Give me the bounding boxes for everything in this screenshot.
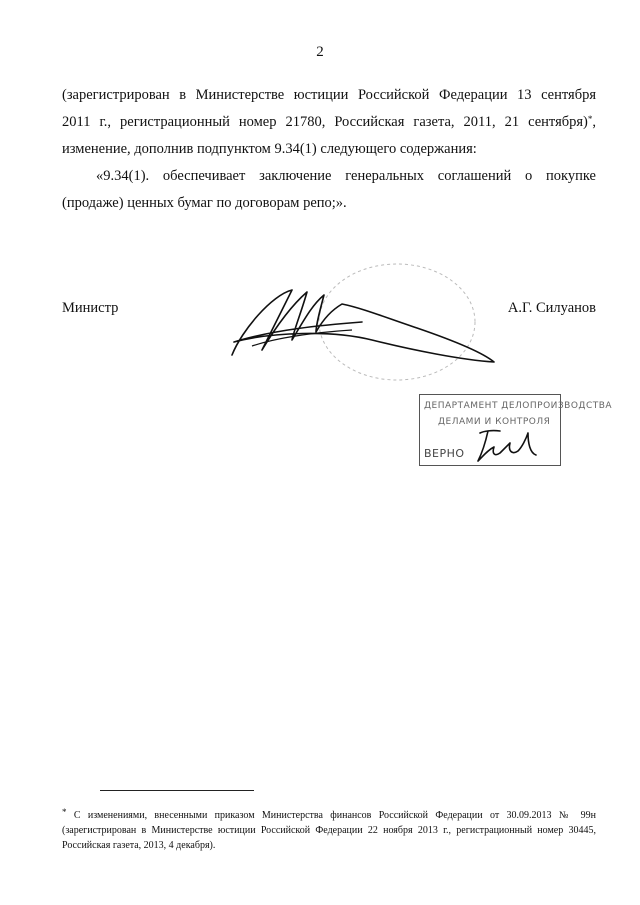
- text-line: (зарегистрирован в Министерстве юстиции Российской Федерации 13 сентября: [62, 87, 596, 103]
- paragraph-subclause: [62, 163, 596, 217]
- text-line: (продаже) ценных бумаг по договорам репо;».: [62, 195, 347, 211]
- paragraph-line: [62, 190, 596, 217]
- stamp-verno: ВЕРНО: [424, 447, 465, 460]
- text-line: «9.34(1). обеспечивает заключение генеральных соглашений о покупке: [96, 168, 596, 184]
- stamp-signature-icon: [470, 425, 550, 465]
- stamp-text: ДЕПАРТАМЕНТ ДЕЛОПРОИЗВОДСТВА: [424, 401, 613, 411]
- paragraph-line: 2011 г., регистрационный номер 21780, Российская газета, 2011, 21 сентября)*,: [62, 114, 596, 130]
- footnote: [62, 808, 596, 853]
- footnote-text: С изменениями, внесенными приказом Министерства финансов Российской Федерации от 30.09.2013 № 99н (зарегистрирован в Министерстве юстиции Российской Федерации 22 ноября 2013 г., регистрационный номер 30445, Российская газета, 2013, 4 декабря).: [62, 810, 596, 851]
- text-line: изменение, дополнив подпунктом 9.34(1) следующего содержания:: [62, 141, 477, 157]
- stamp-text: ДЕЛАМИ И КОНТРОЛЯ: [438, 417, 551, 427]
- footnote-divider: [100, 790, 254, 791]
- footnote-mark: *: [62, 807, 67, 817]
- handwritten-signature-icon: [212, 270, 512, 380]
- paragraph-line: [62, 82, 596, 109]
- paragraph-line: [62, 136, 596, 163]
- footnote-reference: *: [587, 114, 593, 124]
- minister-title: Министр: [62, 300, 119, 316]
- signature-block: [62, 300, 596, 390]
- page-number: 2: [316, 44, 324, 60]
- minister-name: А.Г. Силуанов: [507, 300, 596, 316]
- certification-stamp: [419, 394, 613, 466]
- paragraph-amendment: [62, 82, 596, 163]
- paragraph-line: [62, 163, 596, 190]
- text-line: 2011 г., регистрационный номер 21780, Российская газета, 2011, 21 сентября): [62, 114, 588, 130]
